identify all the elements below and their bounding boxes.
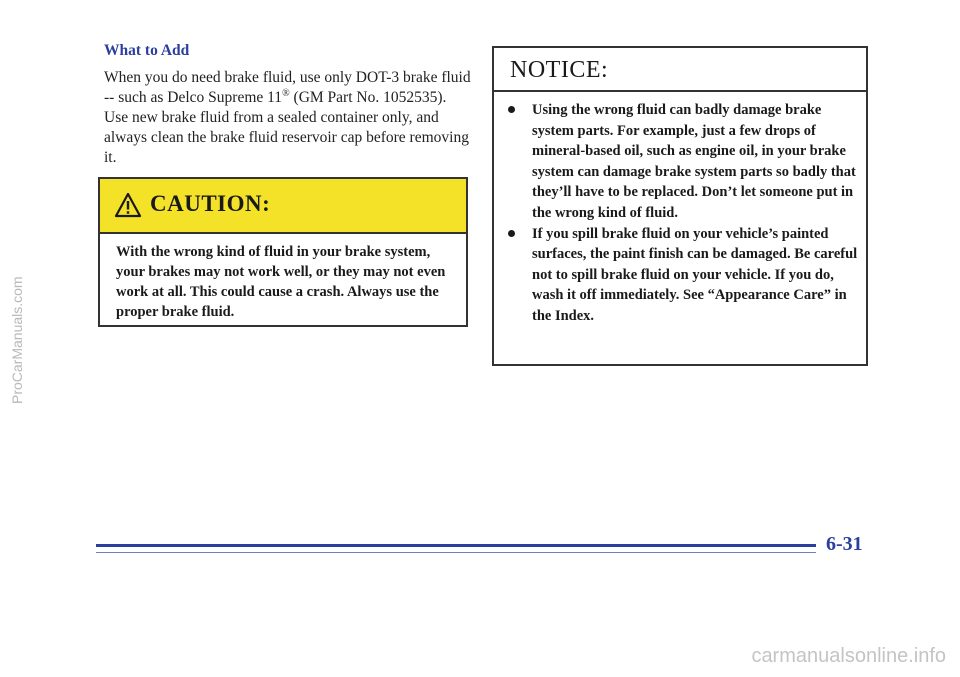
side-watermark: ProCarManuals.com: [9, 276, 25, 404]
footer-rule-thin: [96, 552, 816, 553]
caution-title: CAUTION:: [150, 191, 271, 216]
warning-triangle-icon: [114, 192, 142, 218]
caution-box: [98, 177, 468, 327]
notice-item-text: Using the wrong fluid can badly damage brake system parts. For example, just a few drops of mineral-based oil, such as engine oil, in your brake system can damage brake system parts so badly that they’ll have to be replaced. Don’t let someone put in the wrong kind of fluid.: [532, 102, 856, 221]
page-number: 6-31: [826, 533, 863, 555]
notice-box: [492, 46, 868, 366]
footer-rule: [96, 544, 816, 547]
bottom-watermark: carmanualsonline.info: [751, 645, 946, 667]
body-text-part-1: When you do need brake fluid, use only DOT-3 brake fluid -- such as Delco Supreme 11: [104, 69, 471, 106]
notice-header: [494, 48, 866, 92]
bullet-icon: [508, 106, 515, 113]
caution-text: With the wrong kind of fluid in your brake system, your brakes may not work well, or they may not even work at all. This could cause a crash. Always use the proper brake fluid.: [116, 244, 446, 320]
notice-item-text: If you spill brake fluid on your vehicle’s painted surfaces, the paint finish can be damaged. Be careful not to spill brake fluid on your vehicle. If you do, wash it off immediately. See “Appearance Care” in the Index.: [532, 225, 858, 324]
body-text-part-2: (GM Part No. 1052535). Use new brake fluid from a sealed container only, and always clean the brake fluid reservoir cap before removing it.: [104, 89, 469, 166]
list-item: [502, 100, 858, 224]
registered-mark: ®: [282, 87, 290, 99]
notice-title: NOTICE:: [510, 57, 609, 83]
body-paragraph: [104, 68, 474, 168]
caution-header: [100, 179, 466, 234]
notice-list: [502, 100, 858, 327]
section-title: What to Add: [104, 42, 190, 59]
list-item: [502, 224, 858, 327]
bullet-icon: [508, 230, 515, 237]
